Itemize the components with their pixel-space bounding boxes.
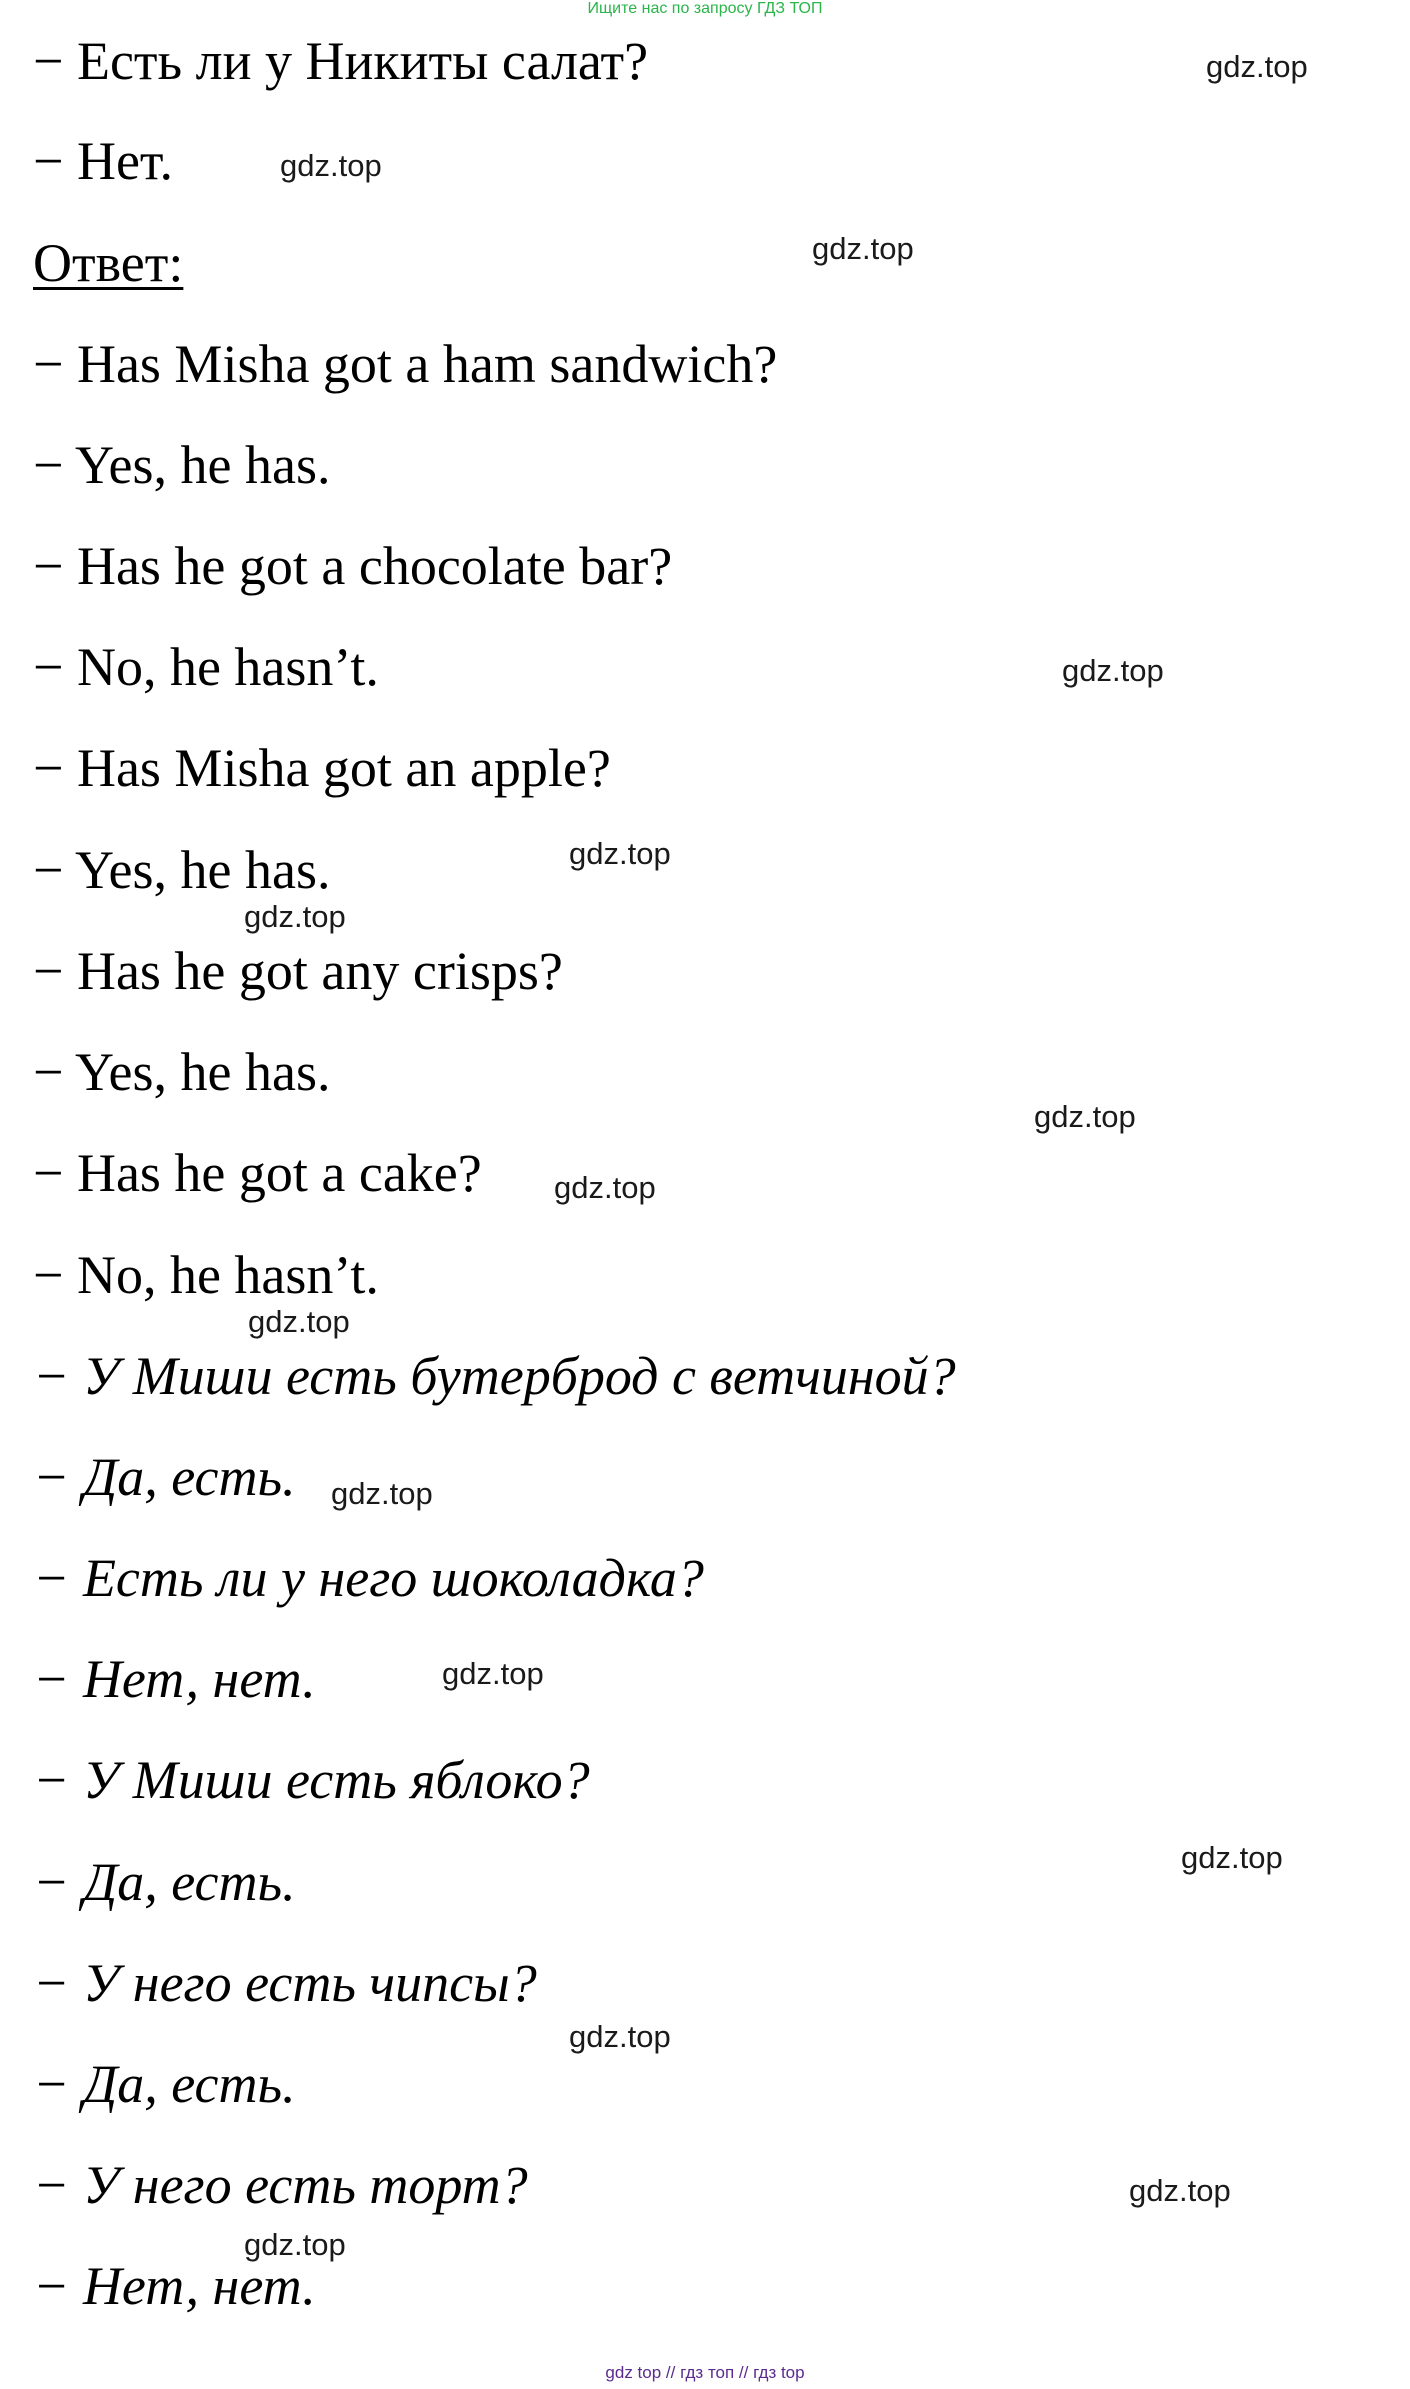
russian-line: − Да, есть.: [33, 1852, 296, 1912]
watermark: gdz.top: [1181, 1840, 1283, 1875]
watermark: gdz.top: [554, 1170, 656, 1205]
russian-line: − Нет, нет.: [33, 2256, 316, 2316]
russian-line: − У него есть торт?: [33, 2155, 528, 2215]
russian-line: − Есть ли у него шоколадка?: [33, 1548, 704, 1608]
footer: gdz top // гдз топ // гдз top: [605, 2363, 805, 2382]
watermark: gdz.top: [248, 1304, 350, 1339]
watermark: gdz.top: [1062, 653, 1164, 688]
english-line: − No, he hasn’t.: [33, 637, 379, 697]
top-banner: Ищите нас по запросу ГДЗ ТОП: [587, 0, 823, 17]
question-line: − Нет.: [33, 131, 173, 191]
russian-line: − У него есть чипсы?: [33, 1953, 537, 2013]
english-line: − Has he got a chocolate bar?: [33, 536, 673, 596]
english-line: − Yes, he has.: [33, 840, 331, 900]
russian-line: − Да, есть.: [33, 2054, 296, 2114]
english-line: − Yes, he has.: [33, 1042, 331, 1102]
english-line: − Yes, he has.: [33, 435, 331, 495]
question-line: − Есть ли у Никиты салат?: [33, 31, 649, 91]
watermark: gdz.top: [1034, 1099, 1136, 1134]
watermark: gdz.top: [812, 231, 914, 266]
watermark: gdz.top: [280, 148, 382, 183]
watermark: gdz.top: [1129, 2173, 1231, 2208]
english-line: − Has he got any crisps?: [33, 941, 563, 1001]
watermark: gdz.top: [569, 836, 671, 871]
english-line: − Has Misha got an apple?: [33, 738, 611, 798]
english-line: − Has he got a cake?: [33, 1143, 482, 1203]
russian-line: − Да, есть.: [33, 1447, 296, 1507]
watermark: gdz.top: [244, 2227, 346, 2262]
russian-line: − У Миши есть бутерброд с ветчиной?: [33, 1346, 956, 1406]
russian-line: − Нет, нет.: [33, 1649, 316, 1709]
watermark: gdz.top: [331, 1476, 433, 1511]
english-line: − No, he hasn’t.: [33, 1245, 379, 1305]
watermark: gdz.top: [442, 1656, 544, 1691]
watermark: gdz.top: [244, 899, 346, 934]
english-line: − Has Misha got a ham sandwich?: [33, 334, 778, 394]
watermark: gdz.top: [1206, 49, 1308, 84]
answer-heading: Ответ:: [33, 233, 184, 293]
russian-line: − У Миши есть яблоко?: [33, 1750, 590, 1810]
watermark: gdz.top: [569, 2019, 671, 2054]
